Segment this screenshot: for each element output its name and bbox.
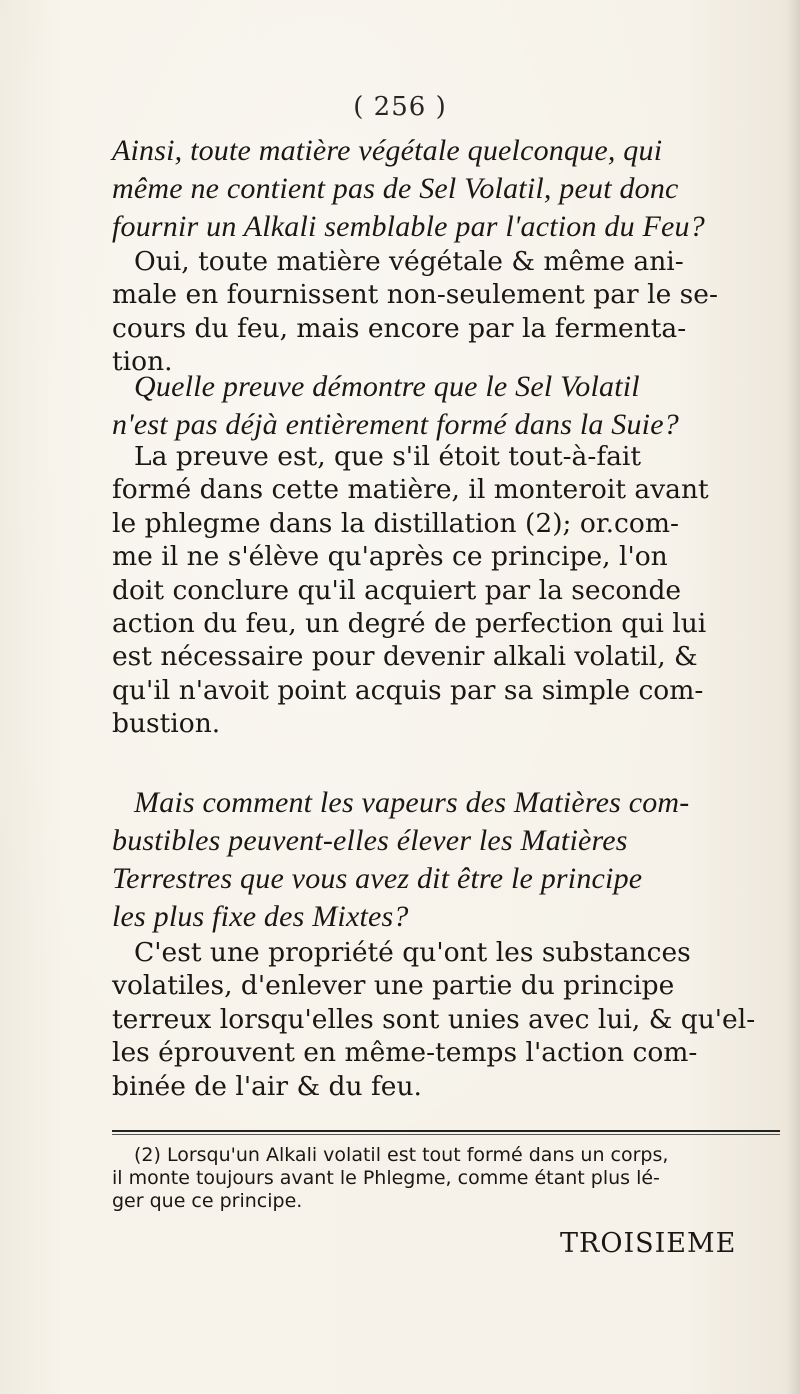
answer-1-line: male en fournissent non-seulement par le se-	[112, 279, 718, 311]
question-3	[112, 784, 792, 936]
question-1-line: même ne contient pas de Sel Volatil, peut donc	[112, 172, 679, 205]
answer-3-line: binée de l'air & du feu.	[112, 1070, 422, 1102]
footnote-line: il monte toujours avant le Phlegme, comme étant plus lé-	[112, 1167, 660, 1189]
answer-2-line: me il ne s'élève qu'après ce principe, l'on	[112, 541, 668, 573]
question-2	[112, 368, 792, 444]
answer-2-line: est nécessaire pour devenir alkali volatil, &	[112, 641, 698, 673]
question-1	[112, 132, 792, 246]
answer-1-line: Oui, toute matière végétale & même ani-	[134, 246, 684, 277]
answer-1	[112, 245, 792, 379]
question-3-line: Mais comment les vapeurs des Matières com-	[134, 786, 690, 819]
answer-2-line: La preuve est, que s'il étoit tout-à-fait	[134, 441, 642, 472]
answer-1-line: cours du feu, mais encore par la fermenta-	[112, 312, 687, 344]
answer-3-line: C'est une propriété qu'ont les substances	[134, 937, 691, 968]
answer-2-line: doit conclure qu'il acquiert par la seconde	[112, 574, 682, 606]
answer-3	[112, 936, 792, 1103]
answer-1-line: tion.	[112, 346, 173, 378]
catchword: TROISIEME	[560, 1228, 737, 1259]
question-3-line: bustibles peuvent-elles élever les Matières	[112, 824, 628, 857]
footnote-line: ger que ce principe.	[112, 1190, 303, 1212]
question-3-line: Terrestres que vous avez dit être le principe	[112, 862, 643, 895]
answer-3-line: les éprouvent en même-temps l'action com-	[112, 1037, 698, 1069]
question-3-line: les plus fixe des Mixtes?	[112, 900, 409, 933]
question-2-line: Quelle preuve démontre que le Sel Volatil	[134, 370, 640, 403]
answer-2-line: action du feu, un degré de perfection qui lui	[112, 608, 707, 640]
answer-2-line: bustion.	[112, 708, 221, 740]
footnote-rule	[112, 1130, 780, 1132]
page-number-header: ( 256 )	[353, 92, 447, 122]
answer-2-line: le phlegme dans la distillation (2); or.com-	[112, 507, 679, 539]
question-2-line: n'est pas déjà entièrement formé dans la Suie?	[112, 408, 679, 441]
answer-2-line: qu'il n'avoit point acquis par sa simple com-	[112, 674, 704, 706]
answer-2	[112, 440, 792, 741]
footnote	[112, 1144, 792, 1213]
question-1-line: fournir un Alkali semblable par l'action du Feu?	[112, 210, 705, 243]
answer-3-line: volatiles, d'enlever une partie du principe	[112, 970, 675, 1002]
footnote-line: (2) Lorsqu'un Alkali volatil est tout formé dans un corps,	[134, 1144, 669, 1166]
footnote-rule-thin	[112, 1134, 780, 1135]
answer-3-line: terreux lorsqu'elles sont unies avec lui, & qu'el-	[112, 1003, 756, 1035]
question-1-line: Ainsi, toute matière végétale quelconque, qui	[112, 134, 663, 167]
answer-2-line: formé dans cette matière, il monteroit avant	[112, 474, 709, 506]
